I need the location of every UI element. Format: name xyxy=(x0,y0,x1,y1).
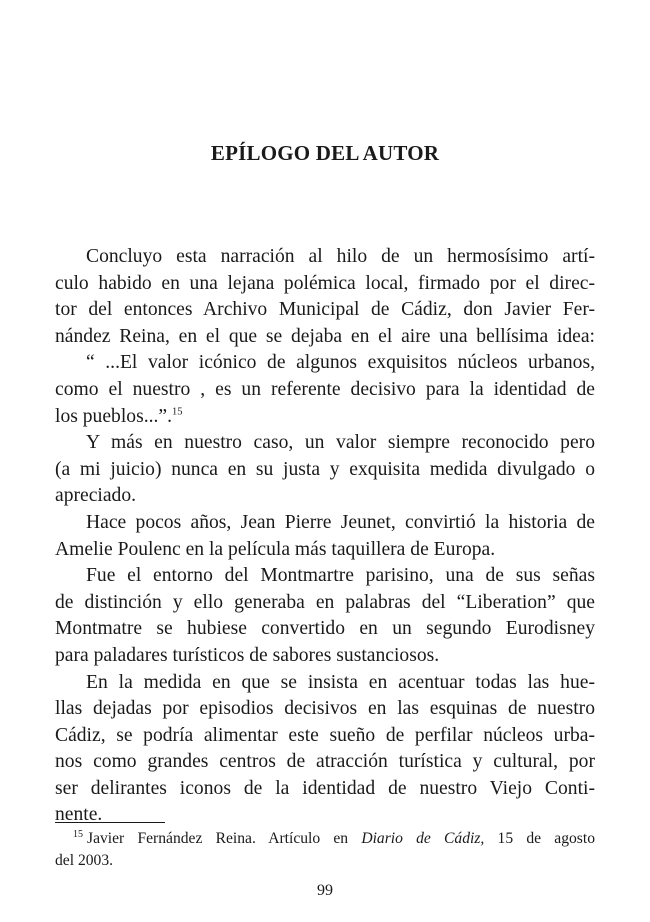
text-line: En la medida en que se insista en acentuar todas las hue- xyxy=(86,671,595,693)
footnote-number: 15 xyxy=(73,828,83,840)
chapter-body xyxy=(55,244,595,829)
text-line-with-footnote xyxy=(55,404,595,431)
footnote-date: 15 de agosto xyxy=(484,830,595,847)
footnote-source: Diario de Cádiz, xyxy=(361,830,485,847)
footnote-divider xyxy=(55,822,165,823)
text-line: como el nuestro , es un referente decisivo para la identidad de xyxy=(55,378,595,400)
footnote-line xyxy=(55,828,595,850)
text-line: Cádiz, se podría alimentar este sueño de perfilar núcleos urba- xyxy=(55,724,595,746)
text-line: Y más en nuestro caso, un valor siempre reconocido pero xyxy=(86,432,595,454)
text-line: Concluyo esta narración al hilo de un hermosísimo artí- xyxy=(86,246,595,267)
text-line: (a mi juicio) nunca en su justa y exquisita medida divulgado o xyxy=(55,458,595,480)
text-line: de distinción y ello generaba en palabras del “Liberation” que xyxy=(55,591,595,613)
text-line: Hace pocos años, Jean Pierre Jeunet, convirtió la historia de xyxy=(86,511,595,533)
text-line: Amelie Poulenc en la película más taquillera de Europa. xyxy=(55,538,496,560)
text-line: tor del entonces Archivo Municipal de Cádiz, don Javier Fer- xyxy=(55,299,595,321)
footnote xyxy=(55,828,595,872)
footnote-line: del 2003. xyxy=(55,852,114,869)
text-line: llas dejadas por episodios decisivos en las esquinas de nuestro xyxy=(55,698,595,720)
page-number: 99 xyxy=(317,882,333,899)
footnote-reference[interactable]: 15 xyxy=(172,406,183,418)
text-line: nos como grandes centros de atracción turística y cultural, por xyxy=(55,751,595,773)
text-line: nente. xyxy=(55,804,103,826)
chapter-title: EPÍLOGO DEL AUTOR xyxy=(210,141,440,165)
text-line: ser delirantes iconos de la identidad de nuestro Viejo Conti- xyxy=(55,777,595,799)
text-line: para paladares turísticos de sabores sustanciosos. xyxy=(55,644,440,666)
text-line: Montmatre se hubiese convertido en un segundo Eurodisney xyxy=(55,618,595,640)
text-line: culo habido en una lejana polémica local, firmado por el direc- xyxy=(55,272,595,294)
text-line: Fue el entorno del Montmartre parisino, una de sus señas xyxy=(86,565,595,587)
text-segment: los pueblos...”. xyxy=(55,405,173,427)
footnote-text: Javier Fernández Reina. Artículo en xyxy=(87,830,362,847)
text-line: apreciado. xyxy=(55,485,137,507)
text-line: “ ...El valor icónico de algunos exquisitos núcleos urbanos, xyxy=(86,352,595,374)
text-line: nández Reina, en el que se dejaba en el aire una bellísima idea: xyxy=(55,325,595,347)
